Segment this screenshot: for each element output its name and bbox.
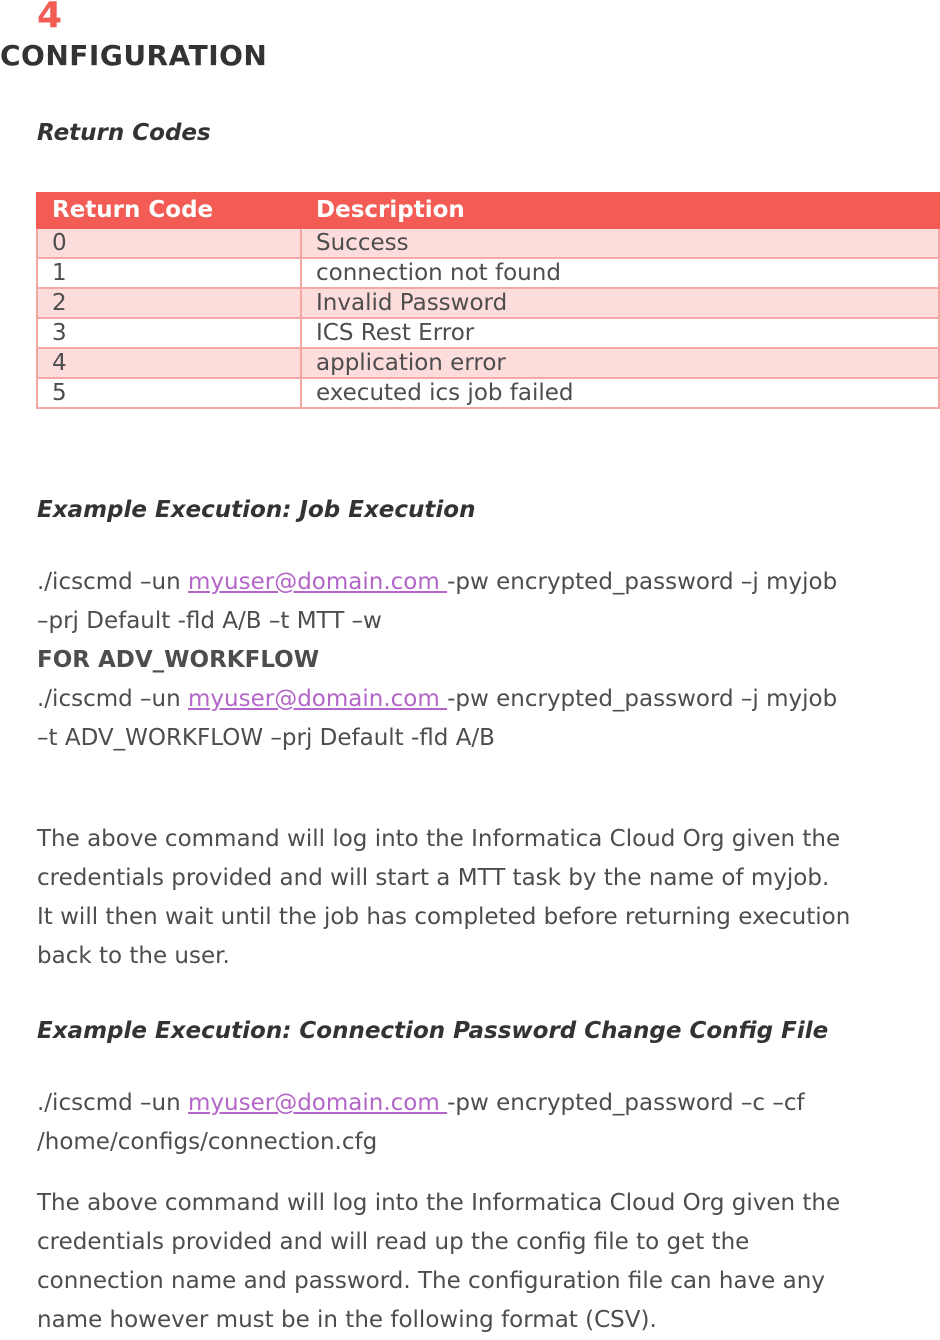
job-execution-description [37, 820, 937, 976]
adv-workflow-label: FOR ADV_WORKFLOW [37, 647, 320, 673]
paragraph-line: back to the user. [37, 943, 230, 969]
description-cell: Success [301, 228, 939, 258]
return-code-cell: 1 [37, 258, 301, 288]
command-text: ./icscmd –un [37, 1090, 189, 1116]
password-change-heading: Example Execution: Connection Password Change Config File [37, 1018, 829, 1044]
table-row [37, 288, 939, 318]
email-link[interactable]: myuser@domain.com [188, 686, 448, 712]
command-line [37, 563, 937, 602]
command-text: ./icscmd –un [37, 569, 189, 595]
paragraph-line: credentials provided and will start a MTT task by the name of myjob. [37, 865, 830, 891]
return-codes-table [36, 192, 940, 409]
paragraph-line: connection name and password. The configuration file can have any [37, 1268, 825, 1294]
paragraph-line: The above command will log into the Informatica Cloud Org given the [37, 1190, 841, 1216]
command-line [37, 680, 937, 719]
paragraph-line: The above command will log into the Informatica Cloud Org given the [37, 826, 841, 852]
paragraph-line: credentials provided and will read up the config file to get the [37, 1229, 750, 1255]
job-execution-heading: Example Execution: Job Execution [37, 497, 476, 523]
paragraph-line: It will then wait until the job has completed before returning execution [37, 904, 851, 930]
chapter-title: CONFIGURATION [0, 39, 268, 72]
return-code-cell: 4 [37, 348, 301, 378]
command-text: -pw encrypted_password –j myjob [447, 569, 838, 595]
command-line: /home/configs/connection.cfg [37, 1129, 378, 1155]
table-row [37, 258, 939, 288]
command-text: -pw encrypted_password –j myjob [447, 686, 838, 712]
description-cell: application error [301, 348, 939, 378]
return-code-cell: 3 [37, 318, 301, 348]
paragraph-line: name however must be in the following format (CSV). [37, 1307, 657, 1333]
password-change-commands [37, 1084, 937, 1162]
email-link[interactable]: myuser@domain.com [188, 569, 448, 595]
command-text: ./icscmd –un [37, 686, 189, 712]
email-link[interactable]: myuser@domain.com [188, 1090, 448, 1116]
table-row [37, 318, 939, 348]
column-header-description: Description [301, 193, 939, 228]
command-text: -pw encrypted_password –c –cf [447, 1090, 805, 1116]
return-codes-heading: Return Codes [37, 120, 211, 146]
description-cell: executed ics job failed [301, 378, 939, 408]
chapter-number: 4 [37, 0, 63, 36]
table-header-row [37, 193, 939, 228]
table-row [37, 378, 939, 408]
return-code-cell: 2 [37, 288, 301, 318]
description-cell: connection not found [301, 258, 939, 288]
command-line: –prj Default -fld A/B –t MTT –w [37, 608, 382, 634]
description-cell: ICS Rest Error [301, 318, 939, 348]
command-line [37, 1084, 937, 1123]
return-code-cell: 0 [37, 228, 301, 258]
password-change-description [37, 1184, 937, 1340]
description-cell: Invalid Password [301, 288, 939, 318]
table-row [37, 228, 939, 258]
return-code-cell: 5 [37, 378, 301, 408]
command-line: –t ADV_WORKFLOW –prj Default -fld A/B [37, 725, 495, 751]
table-row [37, 348, 939, 378]
job-execution-commands [37, 563, 937, 758]
column-header-return-code: Return Code [37, 193, 301, 228]
